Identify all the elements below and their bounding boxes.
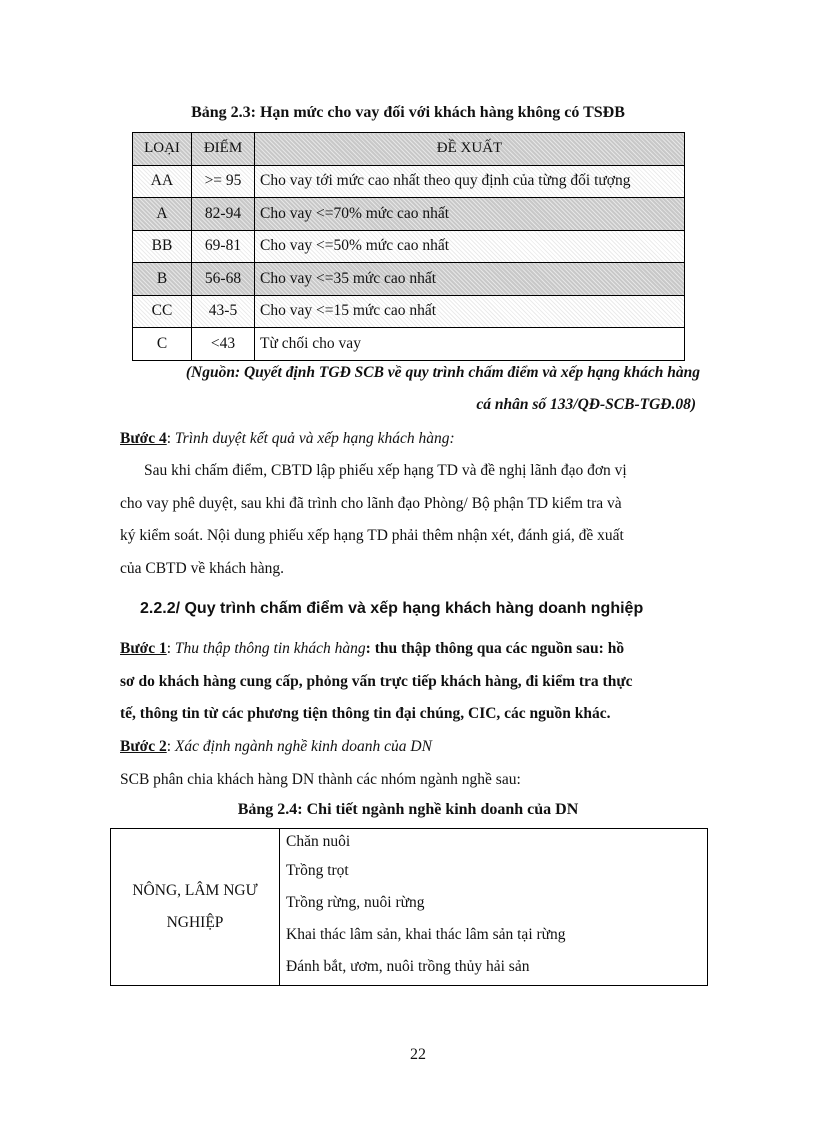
list-item: Trồng rừng, nuôi rừng bbox=[286, 894, 425, 911]
row-de-xuat: Cho vay <=35 mức cao nhất bbox=[255, 263, 685, 296]
row-diem: >= 95 bbox=[192, 165, 255, 198]
row-de-xuat: Cho vay tới mức cao nhất theo quy định của từng đối tượng bbox=[255, 165, 685, 198]
section-heading: 2.2.2/ Quy trình chấm điểm và xếp hạng khách hàng doanh nghiệp bbox=[140, 600, 644, 617]
items-cell bbox=[280, 829, 708, 986]
group-label-line-1: NÔNG, LÂM NGƯ bbox=[132, 882, 258, 899]
step-2-line: SCB phân chia khách hàng DN thành các nhóm ngành nghề sau: bbox=[120, 770, 521, 788]
row-de-xuat: Cho vay <=15 mức cao nhất bbox=[255, 295, 685, 328]
step-2-title: Xác định ngành nghề kinh doanh của DN bbox=[174, 738, 432, 755]
row-de-xuat: Cho vay <=50% mức cao nhất bbox=[255, 230, 685, 263]
row-de-xuat: Từ chối cho vay bbox=[255, 328, 685, 361]
table-row bbox=[133, 263, 685, 296]
table-2-3-caption-label: Bảng 2.3 bbox=[191, 104, 251, 121]
row-loai: AA bbox=[133, 165, 192, 198]
page-number: 22 bbox=[410, 1046, 426, 1063]
list-item: Khai thác lâm sản, khai thác lâm sản tại rừng bbox=[286, 926, 566, 943]
group-cell bbox=[111, 829, 280, 986]
table-2-3 bbox=[132, 132, 685, 361]
step-2-label: Bước 2 bbox=[120, 738, 167, 755]
row-diem: <43 bbox=[192, 328, 255, 361]
row-diem: 82-94 bbox=[192, 198, 255, 231]
paragraph-line: của CBTD về khách hàng. bbox=[120, 559, 284, 577]
header-de-xuat: ĐỀ XUẤT bbox=[255, 133, 685, 166]
table-2-3-caption bbox=[110, 104, 706, 122]
step-4-heading: Bước 4: Trình duyệt kết quả và xếp hạng khách hàng: bbox=[120, 430, 455, 447]
header-loai: LOẠI bbox=[133, 133, 192, 166]
header-diem: ĐIỂM bbox=[192, 133, 255, 166]
table-2-3-source-line-1: (Nguồn: Quyết định TGĐ SCB về quy trình chấm điểm và xếp hạng khách hàng bbox=[185, 364, 700, 381]
step-4-label: Bước 4 bbox=[120, 430, 167, 447]
table-row bbox=[133, 328, 685, 361]
group-label-line-2: NGHIỆP bbox=[166, 914, 224, 931]
table-2-3-source-line-2: cá nhân số 133/QĐ-SCB-TGĐ.08) bbox=[476, 396, 696, 413]
list-item: Trồng trọt bbox=[286, 862, 349, 879]
list-item: Chăn nuôi bbox=[286, 833, 351, 850]
list-item: Đánh bắt, ươm, nuôi trồng thủy hải sản bbox=[286, 958, 530, 975]
table-row bbox=[133, 165, 685, 198]
step-1-line-3: tế, thông tin từ các phương tiện thông tin đại chúng, CIC, các nguồn khác. bbox=[120, 705, 611, 722]
step-1-title: Thu thập thông tin khách hàng bbox=[174, 640, 366, 657]
row-loai: CC bbox=[133, 295, 192, 328]
row-loai: B bbox=[133, 263, 192, 296]
step-1-block bbox=[120, 633, 700, 731]
table-row bbox=[111, 829, 708, 986]
row-loai: BB bbox=[133, 230, 192, 263]
step-1-line-1-rest: : thu thập thông qua các nguồn sau: hồ bbox=[365, 640, 625, 657]
table-2-3-caption-text: : Hạn mức cho vay đối với khách hàng không có TSĐB bbox=[250, 104, 625, 121]
row-loai: A bbox=[133, 198, 192, 231]
row-diem: 56-68 bbox=[192, 263, 255, 296]
step-1-line-2: sơ do khách hàng cung cấp, phỏng vấn trực tiếp khách hàng, đi kiểm tra thực bbox=[120, 672, 633, 690]
table-row bbox=[133, 295, 685, 328]
row-diem: 69-81 bbox=[192, 230, 255, 263]
step-4-title: Trình duyệt kết quả và xếp hạng khách hàng: bbox=[174, 430, 455, 447]
table-2-4 bbox=[110, 828, 708, 986]
step-1-label: Bước 1 bbox=[120, 640, 167, 657]
step-2-heading: Bước 2: Xác định ngành nghề kinh doanh của DN bbox=[120, 738, 432, 755]
paragraph-line: cho vay phê duyệt, sau khi đã trình cho lãnh đạo Phòng/ Bộ phận TD kiểm tra và bbox=[120, 494, 622, 512]
step-1-line-1: Bước 1: Thu thập thông tin khách hàng: thu thập thông qua các nguồn sau: hồ bbox=[120, 640, 625, 657]
paragraph-line: ký kiểm soát. Nội dung phiếu xếp hạng TD phải thêm nhận xét, đánh giá, đề xuất bbox=[120, 527, 624, 544]
step-4-paragraph bbox=[120, 455, 696, 585]
row-diem: 43-5 bbox=[192, 295, 255, 328]
table-row bbox=[133, 198, 685, 231]
step-2-block bbox=[120, 731, 700, 796]
table-2-4-caption: Bảng 2.4: Chi tiết ngành nghề kinh doanh của DN bbox=[237, 801, 579, 818]
paragraph-line: Sau khi chấm điểm, CBTD lập phiếu xếp hạng TD và đề nghị lãnh đạo đơn vị bbox=[144, 462, 627, 479]
row-loai: C bbox=[133, 328, 192, 361]
table-row bbox=[133, 230, 685, 263]
table-header-row bbox=[133, 133, 685, 166]
row-de-xuat: Cho vay <=70% mức cao nhất bbox=[255, 198, 685, 231]
